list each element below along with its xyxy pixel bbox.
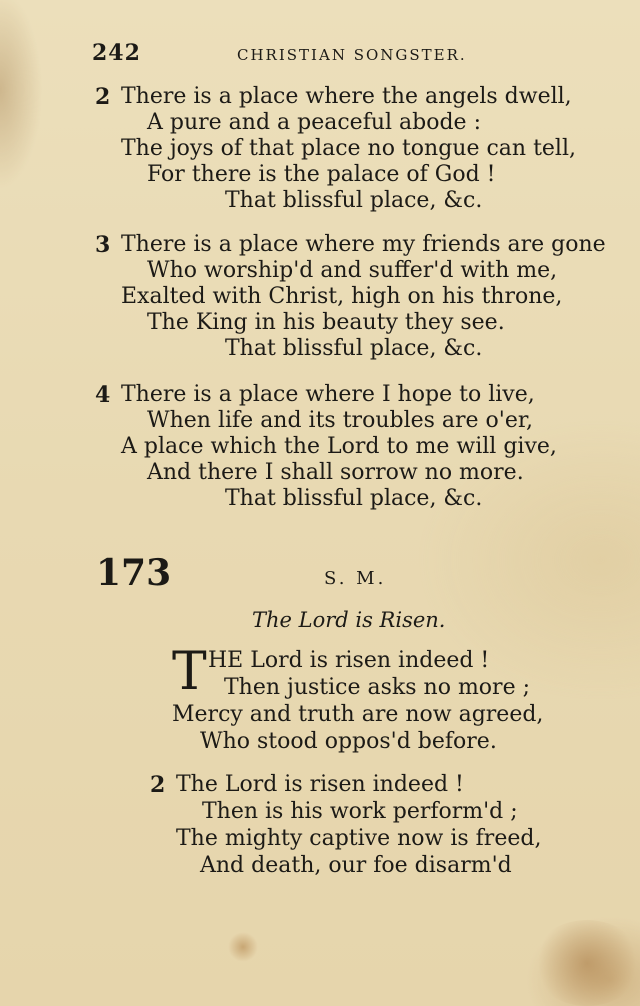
verse-line: HE Lord is risen indeed ! (208, 648, 490, 673)
stanza-number: 2 (95, 84, 111, 110)
refrain-line: That blissful place, &c. (225, 486, 483, 511)
stanza-number: 4 (95, 382, 111, 408)
verse-line: The joys of that place no tongue can tell, (121, 136, 576, 161)
refrain-line: That blissful place, &c. (225, 336, 483, 361)
stanza-number: 3 (95, 232, 111, 258)
verse-line: For there is the palace of God ! (147, 162, 496, 187)
drop-cap: T (172, 642, 207, 702)
verse-line: A pure and a peaceful abode : (147, 110, 481, 135)
verse-line: Who worship'd and suffer'd with me, (147, 258, 558, 283)
verse-line: The mighty captive now is freed, (176, 826, 542, 851)
page-number: 242 (92, 40, 141, 66)
verse-line: And death, our foe disarm'd (200, 853, 512, 878)
age-stain (532, 920, 640, 1006)
page-header (92, 40, 512, 70)
verse-line: The King in his beauty they see. (147, 310, 505, 335)
verse-line: There is a place where the angels dwell, (121, 84, 572, 109)
age-stain (228, 932, 258, 962)
verse-line: Then justice asks no more ; (224, 675, 530, 700)
verse-line: Then is his work perform'd ; (202, 799, 518, 824)
verse-line: There is a place where I hope to live, (121, 382, 535, 407)
verse-line: Who stood oppos'd before. (200, 729, 497, 754)
verse-line: Mercy and truth are now agreed, (172, 702, 544, 727)
stanza-number: 2 (150, 772, 166, 798)
verse-line: Exalted with Christ, high on his throne, (121, 284, 563, 309)
hymn-number: 173 (96, 552, 172, 594)
verse-line: There is a place where my friends are gone (121, 232, 606, 257)
running-title: CHRISTIAN SONGSTER. (237, 46, 467, 64)
verse-line: A place which the Lord to me will give, (121, 434, 557, 459)
hymn-title: The Lord is Risen. (252, 608, 446, 632)
refrain-line: That blissful place, &c. (225, 188, 483, 213)
verse-line: When life and its troubles are o'er, (147, 408, 533, 433)
hymn-meter: S. M. (324, 568, 387, 589)
verse-line: And there I shall sorrow no more. (147, 460, 524, 485)
verse-line: The Lord is risen indeed ! (176, 772, 464, 797)
